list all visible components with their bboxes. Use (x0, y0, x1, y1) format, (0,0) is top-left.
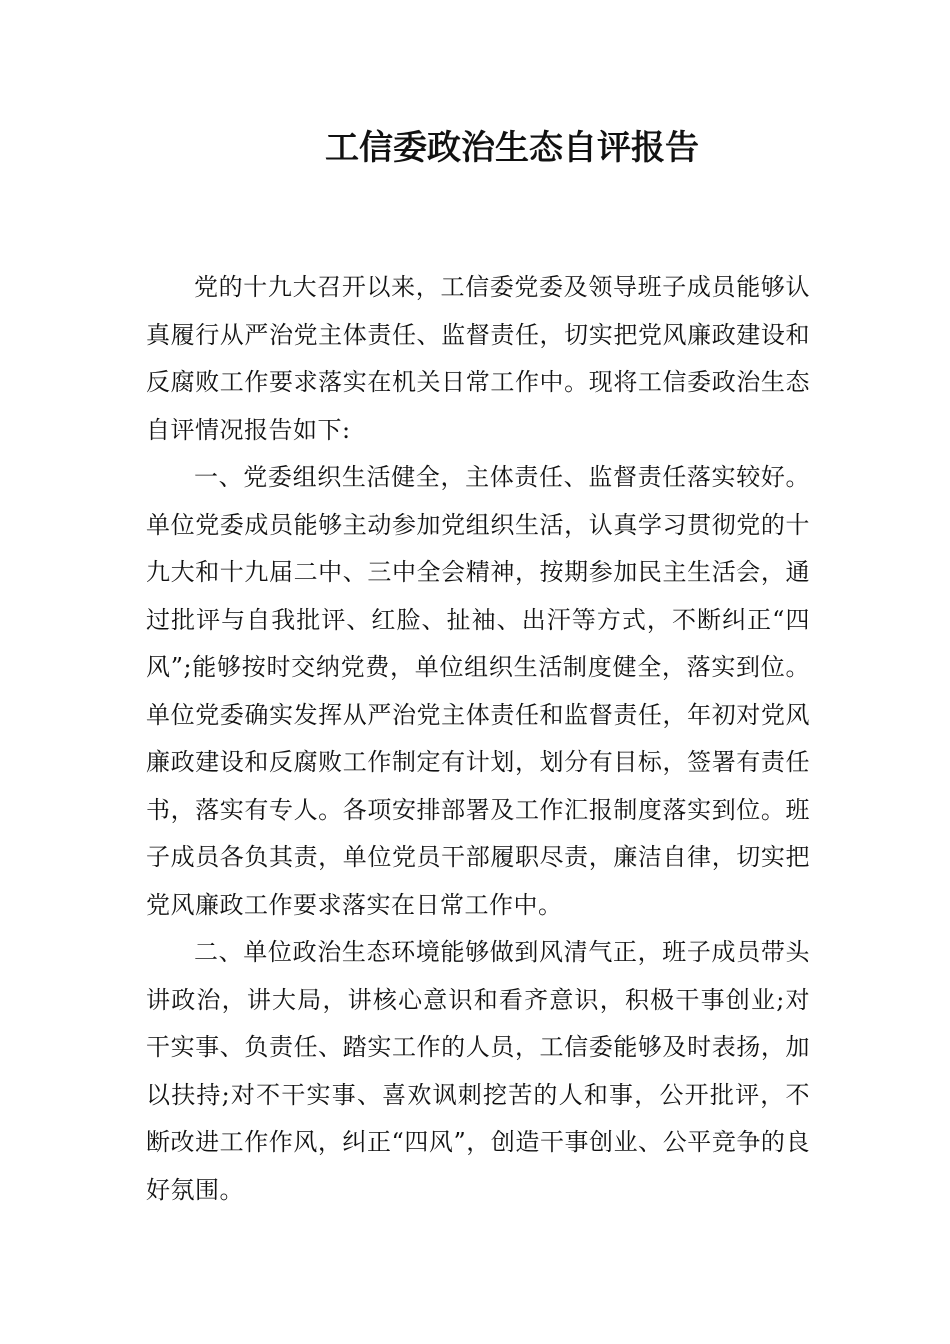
document-title: 工信委政治生态自评报告 (325, 128, 699, 168)
paragraph-intro: 党的十九大召开以来，工信委党委及领导班子成员能够认真履行从严治党主体责任、监督责任，切实把党风廉政建设和反腐败工作要求落实在机关日常工作中。现将工信委政治生态自评情况报告如下: (146, 273, 810, 444)
document-body (146, 264, 810, 1214)
paragraph-section-one: 一、党委组织生活健全，主体责任、监督责任落实较好。单位党委成员能够主动参加党组织生活，认真学习贯彻党的十九大和十九届二中、三中全会精神，按期参加民主生活会，通过批评与自我批评、红脸、扯袖、出汗等方式，不断纠正“四风”;能够按时交纳党费，单位组织生活制度健全，落实到位。单位党委确实发挥从严治党主体责任和监督责任，年初对党风廉政建设和反腐败工作制定有计划，划分有目标，签署有责任书，落实有专人。各项安排部署及工作汇报制度落实到位。班子成员各负其责，单位党员干部履职尽责，廉洁自律，切实把党风廉政工作要求落实在日常工作中。 (146, 463, 810, 919)
paragraph-section-two: 二、单位政治生态环境能够做到风清气正，班子成员带头讲政治，讲大局，讲核心意识和看齐意识，积极干事创业;对干实事、负责任、踏实工作的人员，工信委能够及时表扬，加以扶持;对不干实事、喜欢讽刺挖苦的人和事，公开批评，不断改进工作作风，纠正“四风”，创造干事创业、公平竞争的良好氛围。 (146, 938, 810, 1204)
